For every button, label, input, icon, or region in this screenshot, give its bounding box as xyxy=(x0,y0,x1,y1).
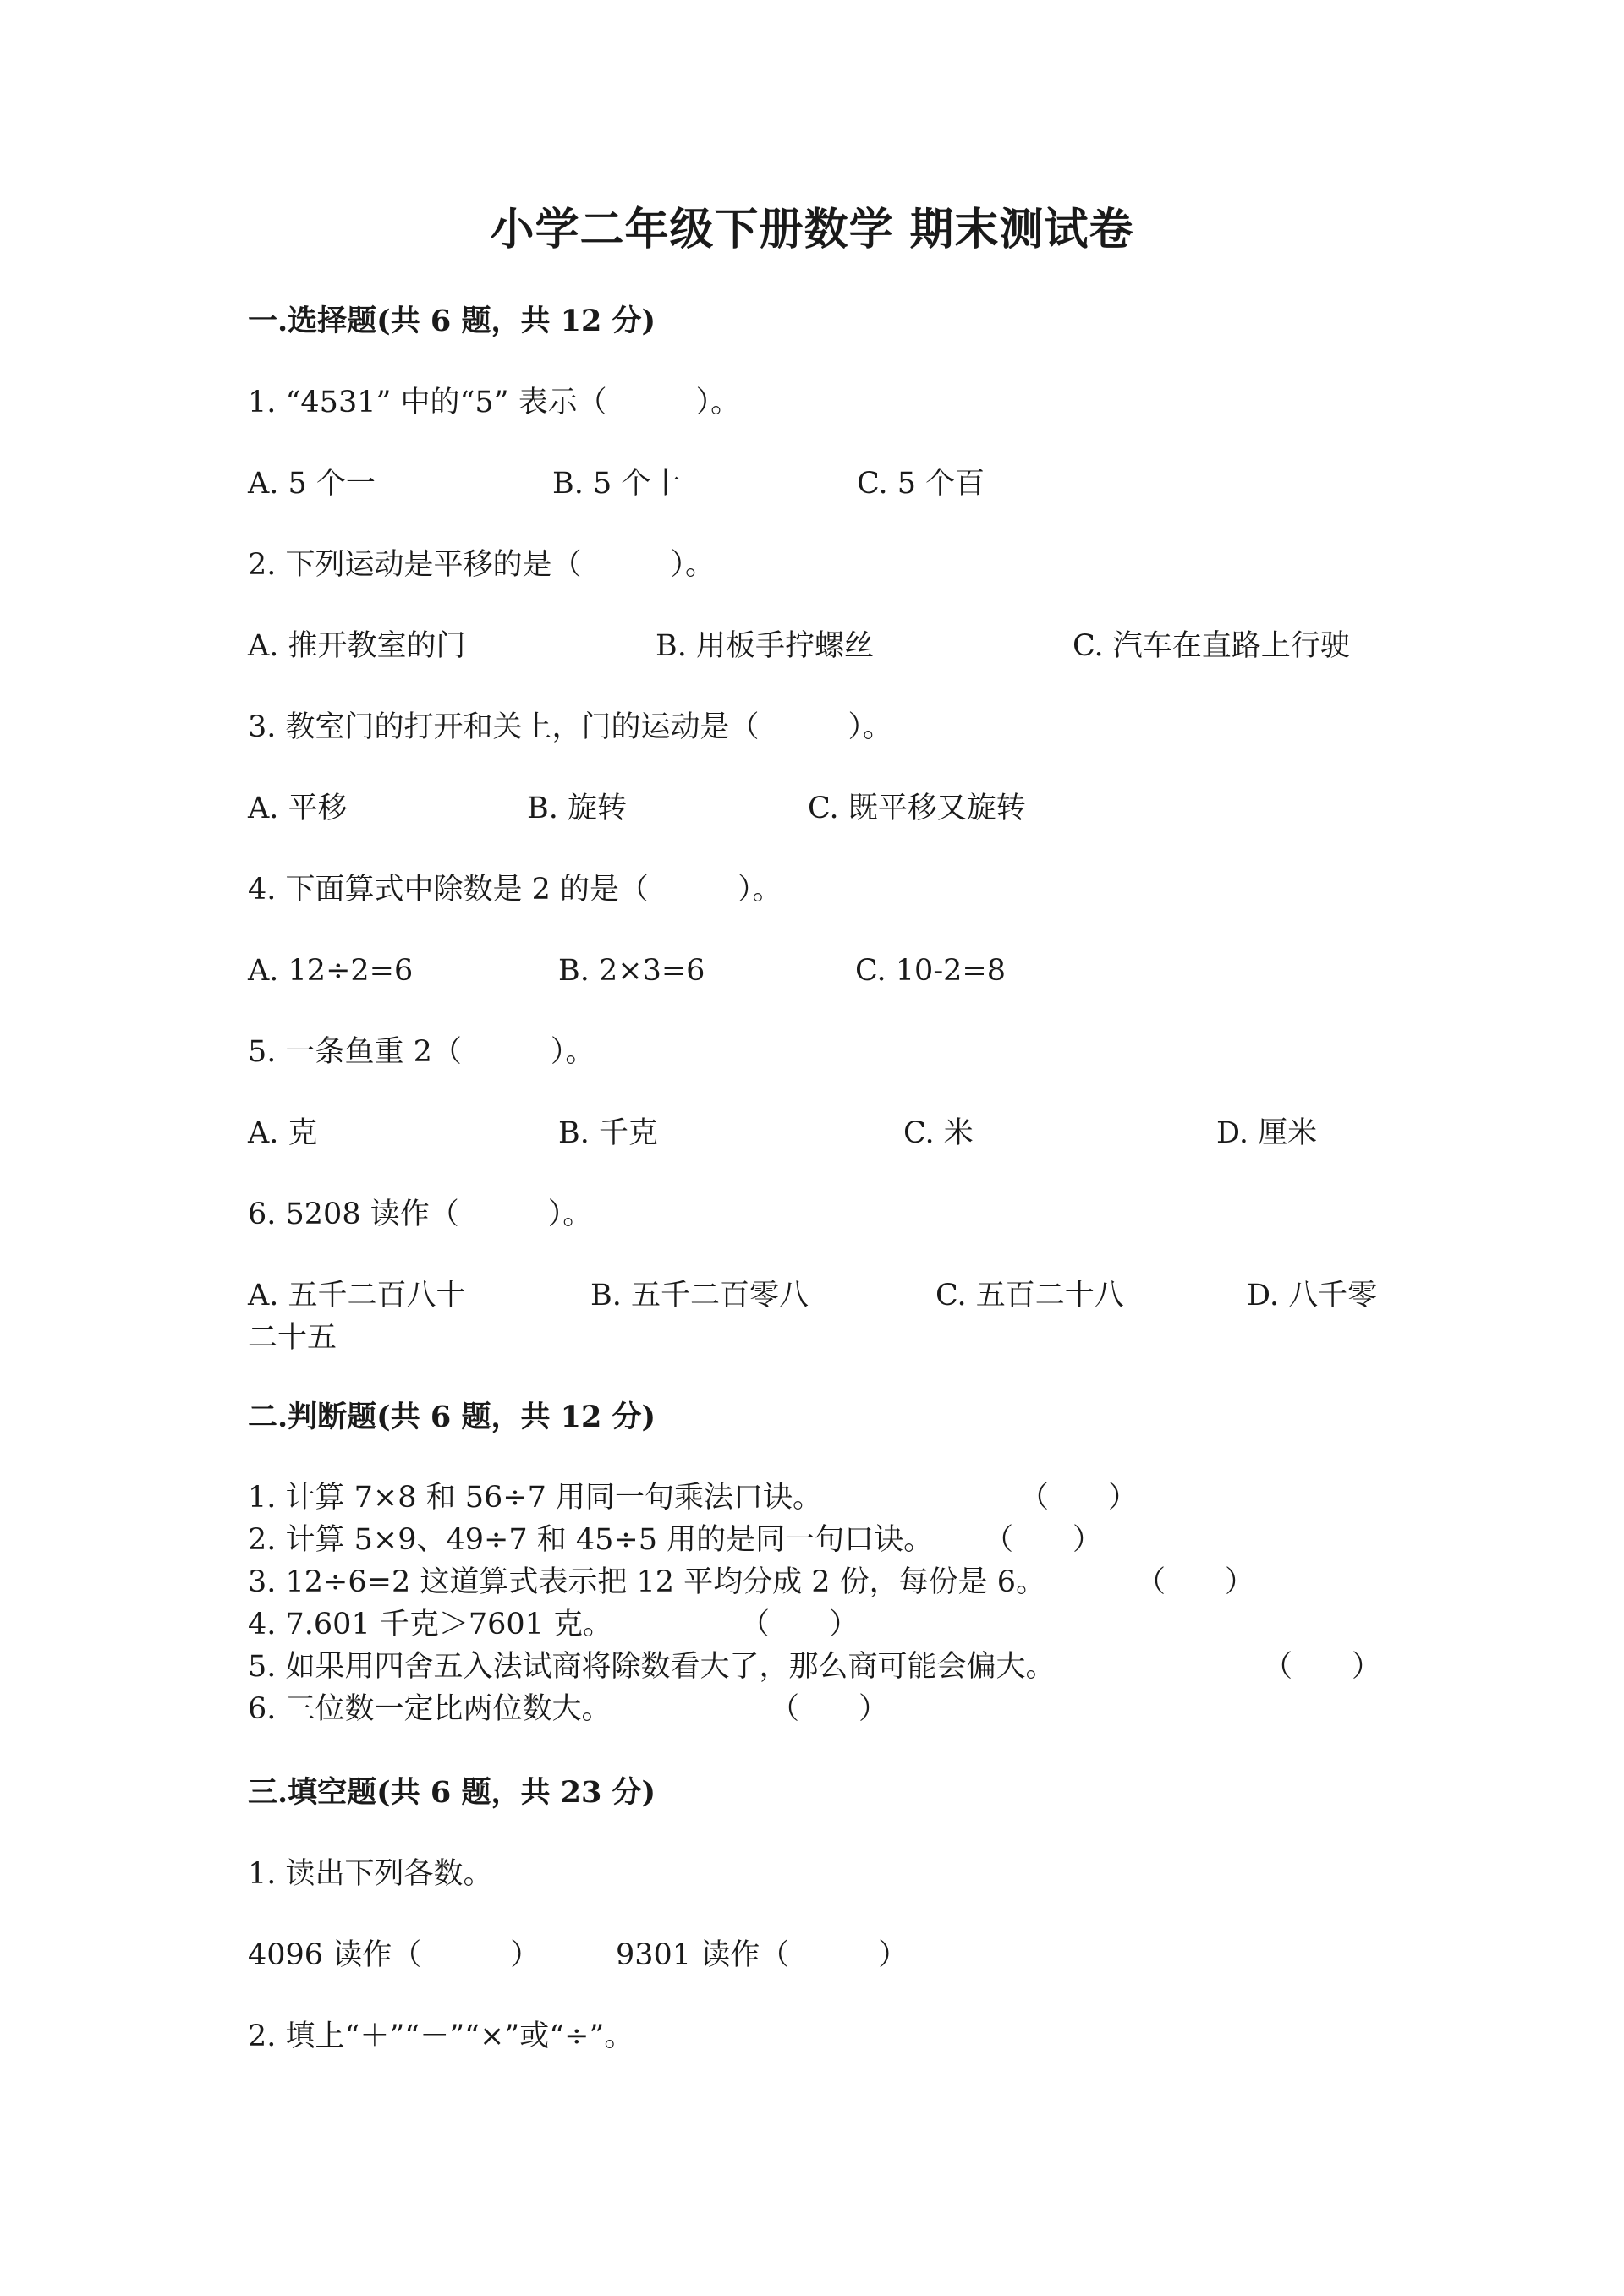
option-b: B. 5 个十 xyxy=(552,467,681,501)
judge-item: 3. 12÷6=2 这道算式表示把 12 平均分成 2 份，每份是 6。 xyxy=(248,1565,1046,1599)
option-c: C. 五百二十八 xyxy=(935,1279,1124,1312)
section-heading-judge: 二.判断题(共 6 题，共 12 分) xyxy=(248,1400,656,1434)
section-heading-choice: 一.选择题(共 6 题，共 12 分) xyxy=(248,304,656,338)
option-b: B. 千克 xyxy=(558,1116,658,1150)
option-a: A. 五千二百八十 xyxy=(248,1279,466,1312)
option-a: A. 克 xyxy=(248,1116,318,1150)
option-c: C. 既平移又旋转 xyxy=(808,792,1026,825)
option-d-continued: 二十五 xyxy=(248,1321,337,1355)
option-c: C. 汽车在直路上行驶 xyxy=(1073,629,1350,663)
judge-item: 1. 计算 7×8 和 56÷7 用同一句乘法口诀。 xyxy=(248,1481,823,1515)
answer-paren: （ ） xyxy=(740,1608,859,1641)
section-heading-fill: 三.填空题(共 6 题，共 23 分) xyxy=(248,1775,656,1810)
answer-paren: （ ） xyxy=(770,1692,889,1726)
option-c: C. 米 xyxy=(903,1116,974,1150)
question-stem: 4. 下面算式中除数是 2 的是（ ）。 xyxy=(248,873,782,907)
question-stem: 6. 5208 读作（ ）。 xyxy=(248,1197,593,1231)
question-stem: 1. 读出下列各数。 xyxy=(248,1857,493,1891)
option-a: A. 5 个一 xyxy=(248,467,376,501)
question-stem: 1. “4531” 中的“5” 表示（ ）。 xyxy=(248,386,741,419)
option-a: A. 推开教室的门 xyxy=(248,629,466,663)
judge-item: 2. 计算 5×9、49÷7 和 45÷5 用的是同一句口诀。 xyxy=(248,1523,934,1557)
option-d: D. 厘米 xyxy=(1216,1116,1318,1150)
option-c: C. 10-2=8 xyxy=(855,954,1007,988)
question-stem: 2. 下列运动是平移的是（ ）。 xyxy=(248,548,716,582)
option-b: B. 用板手拧螺丝 xyxy=(656,629,874,663)
answer-paren: （ ） xyxy=(1136,1565,1255,1599)
judge-item: 4. 7.601 千克＞7601 克。 xyxy=(248,1608,613,1641)
option-a: A. 平移 xyxy=(248,792,348,825)
answer-paren: （ ） xyxy=(1263,1650,1382,1684)
question-stem: 3. 教室门的打开和关上，门的运动是（ ）。 xyxy=(248,710,893,744)
option-b: B. 2×3=6 xyxy=(558,954,705,988)
page-title: 小学二年级下册数学 期末测试卷 xyxy=(490,204,1134,255)
option-d: D. 八千零 xyxy=(1247,1279,1378,1312)
question-stem: 5. 一条鱼重 2（ ）。 xyxy=(248,1035,595,1069)
answer-paren: （ ） xyxy=(984,1523,1103,1557)
option-c: C. 5 个百 xyxy=(857,467,985,501)
option-b: B. 五千二百零八 xyxy=(590,1279,809,1312)
option-b: B. 旋转 xyxy=(527,792,627,825)
question-stem: 2. 填上“＋”“－”“×”或“÷”。 xyxy=(248,2019,634,2053)
judge-item: 5. 如果用四舍五入法试商将除数看大了，那么商可能会偏大。 xyxy=(248,1650,1056,1684)
judge-item: 6. 三位数一定比两位数大。 xyxy=(248,1692,612,1726)
option-a: A. 12÷2=6 xyxy=(248,954,414,988)
fill-item-b: 9301 读作（ ） xyxy=(616,1938,908,1972)
fill-item-a: 4096 读作（ ） xyxy=(248,1938,540,1972)
answer-paren: （ ） xyxy=(1019,1481,1138,1515)
